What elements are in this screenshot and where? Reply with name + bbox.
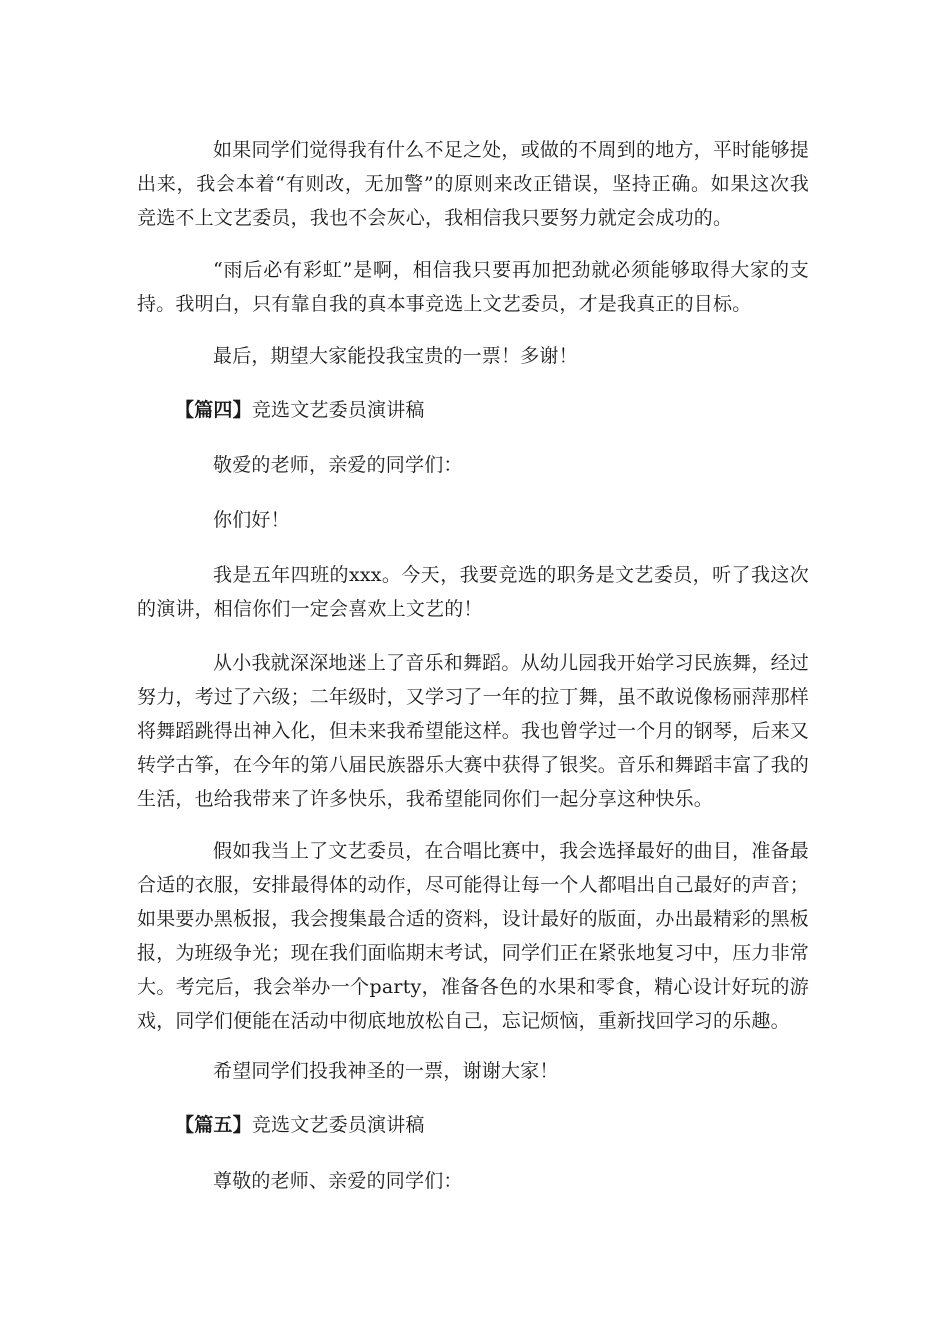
paragraph-introduction: 我是五年四班的xxx。今天，我要竞选的职务是文艺委员，听了我这次的演讲，相信你们一定会喜欢上文艺的！ (137, 564, 809, 620)
paragraph-greeting-2: 尊敬的老师、亲爱的同学们： (213, 1170, 463, 1192)
paragraph-music-dance: 从小我就深深地迷上了音乐和舞蹈。从幼儿园我开始学习民族舞，经过努力，考过了六级；二年级时，又学习了一年的拉丁舞，虽不敢说像杨丽萍那样将舞蹈跳得出神入化，但未来我希望能这样。我也曾学过一个月的钢琴，后来又转学古筝，在今年的第八届民族器乐大赛中获得了银奖。音乐和舞蹈丰富了我的生活，也给我带来了许多快乐，我希望能同你们一起分享这种快乐。 (137, 652, 810, 810)
section-tag-4: 【篇四】 (175, 399, 252, 421)
section-heading-4 (137, 393, 809, 427)
paragraph-rainbow: “雨后必有彩虹”是啊，相信我只要再加把劲就必须能够取得大家的支持。我明白，只有靠自我的真本事竞选上文艺委员，才是我真正的目标。 (137, 259, 809, 315)
section-heading-5 (137, 1108, 809, 1142)
paragraph-closing-thanks: 最后，期望大家能投我宝贵的一票！多谢！ (213, 345, 578, 367)
paragraph-vote-request: 希望同学们投我神圣的一票，谢谢大家！ (213, 1060, 559, 1082)
paragraph-hello: 你们好！ (213, 509, 290, 531)
section-title-4: 竞选文艺委员演讲稿 (251, 399, 425, 421)
section-tag-5: 【篇五】 (175, 1114, 252, 1136)
paragraph-greeting: 敬爱的老师，亲爱的同学们： (213, 454, 463, 476)
paragraph-feedback: 如果同学们觉得我有什么不足之处，或做的不周到的地方，平时能够提出来，我会本着“有则改，无加警”的原则来改正错误，坚持正确。如果这次我竞选不上文艺委员，我也不会灰心，我相信我只要努力就定会成功的。 (137, 139, 809, 229)
paragraph-plans: 假如我当上了文艺委员，在合唱比赛中，我会选择最好的曲目，准备最合适的衣服，安排最得体的动作，尽可能得让每一个人都唱出自己最好的声音；如果要办黑板报，我会搜集最合适的资料，设计最好的版面，办出最精彩的黑板报，为班级争光；现在我们面临期末考试，同学们正在紧张地复习中，压力非常大。考完后，我会举办一个party，准备各色的水果和零食，精心设计好玩的游戏，同学们便能在活动中彻底地放松自己，忘记烦恼，重新找回学习的乐趣。 (137, 840, 810, 1032)
section-title-5: 竞选文艺委员演讲稿 (251, 1114, 425, 1136)
